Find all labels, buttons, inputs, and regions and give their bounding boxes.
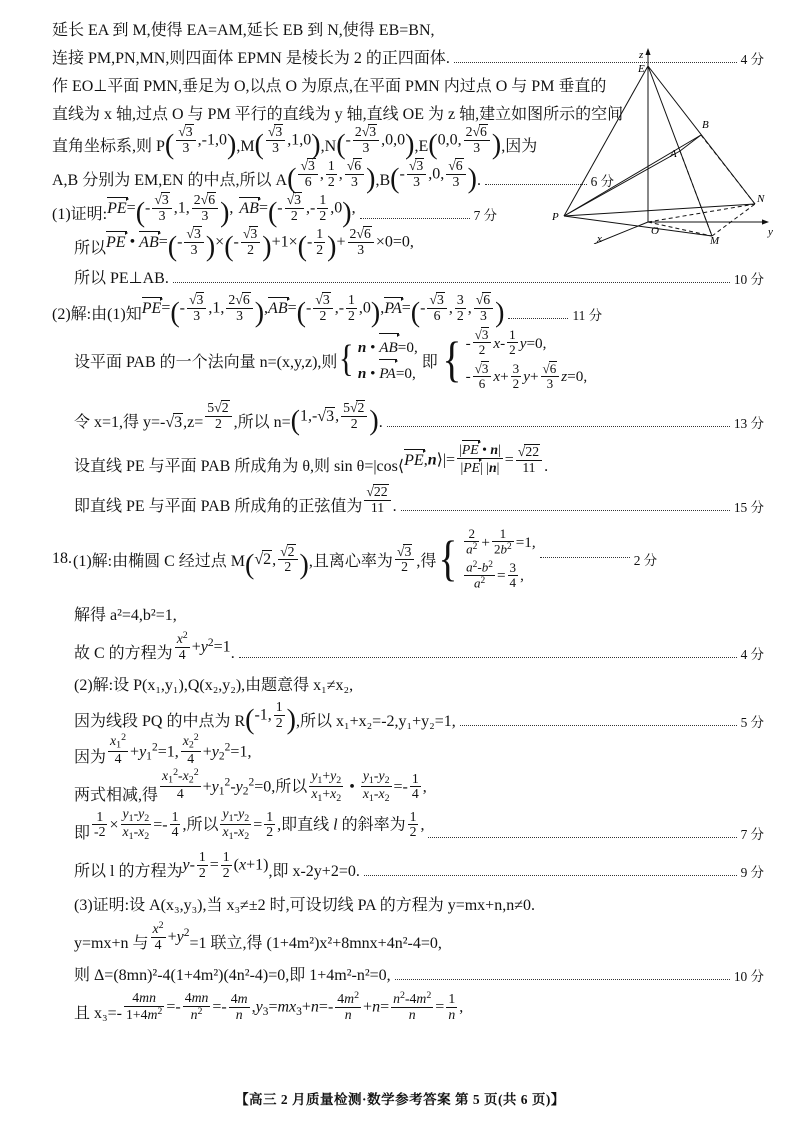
line-17-3 (52, 68, 764, 96)
line-18-11 (52, 915, 764, 953)
leader-dots (401, 509, 730, 511)
line-17-13 (52, 432, 764, 476)
line-17-12 (52, 396, 764, 437)
value-sqrt3: √3 (165, 414, 183, 431)
ellipse-equation: $\frac{x^2}{4}$ $+y^2=1$ (176, 630, 231, 663)
text-17-9: 所以 PE⊥AB. (74, 270, 169, 287)
text-17-5-end: ,因为 (501, 138, 538, 155)
line-17-1 (52, 14, 764, 40)
text-18-5-pre: 因为线段 PQ 的中点为 R (74, 712, 246, 730)
text-18-10: (3)证明:设 A(x₃,y₃),当 x₃≠±2 时,可设切线 PA 的方程为 y=mx+n,n≠0. (74, 896, 535, 914)
score-4a: 4 分 (740, 52, 764, 67)
text-17-1: 延长 EA 到 M,使得 EA=AM,延长 EB 到 N,使得 EB=BN, (52, 22, 435, 39)
value-z: $\frac{5√2}{2}$ (203, 400, 233, 432)
line-17-2 (52, 40, 764, 68)
coord-N: (- $\frac{2√3}{3}$ ,0,0) (336, 124, 415, 161)
line-18-3 (52, 625, 764, 663)
score-2: 2 分 (633, 552, 658, 568)
svg-text:z: z (639, 49, 644, 61)
line-17-10 (52, 288, 764, 329)
normal-vector-system: { n • AB=0, n • PA=0, (337, 334, 417, 385)
svg-text:A: A (670, 148, 677, 160)
text-18-4: (2)解:设 P(x₁,y₁),Q(x₂,y₂),由题意得 x₁≠x₂, (74, 676, 354, 694)
score-4b: 4 分 (740, 646, 764, 662)
text-18-8-pre: 即 (74, 824, 91, 842)
normal-vector-value: (1,-√3, $\frac{5√2}{2}$ ) (290, 400, 379, 437)
leader-dots (428, 836, 736, 838)
svg-text:B: B (702, 119, 709, 131)
svg-text:y: y (768, 226, 773, 238)
ellipse-system: { $\frac{2}{a^2}$ + $\frac{1}{2b^2}$ =1, $\frac{a^2-b^2}{a^2}$ = $\frac{3}{4}$ , (438, 525, 536, 591)
line-18-8 (52, 805, 764, 843)
leader-dots (395, 978, 730, 980)
leader-dots (239, 656, 737, 658)
coord-P: ( $\frac{√3}{3}$ ,-1,0) (164, 124, 237, 161)
eq-18-13: $\frac{4mn}{1+4m^2}$ =- $\frac{4mn}{n^2}$ =- $\frac{4m}{n}$ $,y_3=mx_3+n=-$ $\frac{4m^2}{n}$ +n= $\frac{n^2-4m^2}{n}$ = $\frac{1}{n}$ , (125, 990, 464, 1023)
page-footer: 【高三 2 月质量检测·数学参考答案 第 5 页(共 6 页)】 (235, 1092, 565, 1107)
text-17-12-end: . (378, 414, 383, 431)
eq-18-6: $\frac{x_1^2}{4}$ $+y_1^2=1$, $\frac{x_2^2}{4}$ $+y_2^2=1$, (110, 731, 252, 767)
value-sqrt22-11: $\frac{√22}{11}$ (362, 484, 392, 516)
text-17-5-mid2: ,N (320, 138, 337, 155)
text-18-11-pre: y=mx+n 与 (74, 934, 149, 952)
eccentricity-value: $\frac{√3}{2}$ (393, 544, 416, 576)
coord-B: (- $\frac{√3}{3}$ ,0, $\frac{√6}{3}$ ) (390, 158, 477, 195)
text-18-1-pre: (1)解:由椭圆 C 经过点 M (73, 552, 246, 570)
text-17-14-pre: 即直线 PE 与平面 PAB 所成角的正弦值为 (74, 498, 363, 515)
text-17-6-pre: A,B 分别为 EM,EN 的中点,所以 A (52, 172, 288, 189)
coord-M: ( $\frac{√3}{3}$ ,1,0) (254, 124, 321, 161)
vectors-line: PE=(- $\frac{√3}{3}$ ,1, $\frac{2√6}{3}$ ),AB=(- $\frac{√3}{2}$ ,- $\frac{1}{2}$ ,0),PA=(- $\frac{√3}{6}$ , $\frac{3}{2}$ , $\frac{√6}{3}$ ) (141, 292, 505, 329)
leader-dots (508, 317, 568, 319)
vector-PE: PE=(- $\frac{√3}{3}$ ,1, $\frac{2√6}{3}$ ), (107, 192, 234, 229)
text-18-1-mid: ,且离心率为 (308, 552, 393, 570)
text-17-7-pre: (1)证明: (52, 206, 108, 223)
text-17-8-pre: 所以 (74, 240, 107, 257)
text-18-2: 解得 a²=4,b²=1, (74, 606, 177, 624)
leader-dots (454, 61, 737, 63)
leader-dots (460, 724, 737, 726)
text-17-12-pre: 令 x=1,得 y=- (74, 414, 166, 431)
score-9: 9 分 (740, 864, 764, 880)
line-18-12 (52, 953, 764, 985)
score-7b: 7 分 (740, 826, 764, 842)
eq-18-9: y- $\frac{1}{2}$ = $\frac{1}{2}$ (x+1) (182, 849, 269, 881)
text-18-7-pre: 两式相减,得 (74, 786, 159, 804)
text-17-11-pre: 设平面 PAB 的一个法向量 n=(x,y,z),则 (74, 353, 338, 371)
score-6: 6 分 (590, 174, 614, 189)
svg-text:E: E (638, 63, 645, 75)
text-17-2: 连接 PM,PN,MN,则四面体 EPMN 是棱长为 2 的正四面体. (52, 50, 450, 67)
line-18-1 (52, 526, 764, 593)
line-18-7 (52, 767, 764, 805)
line-17-5 (52, 124, 764, 161)
text-18-13-pre: 且 x₃=- (74, 1004, 122, 1022)
line-17-14 (52, 476, 764, 516)
text-17-5-pre: 直角坐标系,则 P (52, 138, 165, 155)
text-17-5-mid: ,M (236, 138, 255, 155)
text-18-11-end: =1 联立,得 (1+4m²)x²+8mnx+4n²-4=0, (189, 934, 442, 952)
text-18-9-pre: 所以 l 的方程为 (74, 862, 183, 880)
question-18-number: 18. (52, 550, 72, 568)
eq-18-8: $\frac{1}{-2}$ × $\frac{y_1-y_2}{x_1-x_2}$ =- $\frac{1}{4}$ ,所以 $\frac{y_1-y_2}{x_1-x_2}$ = $\frac{1}{2}$ ,即直线 l 的斜率为 $\frac{1}{2}$ , (94, 805, 425, 843)
score-15: 15 分 (733, 500, 764, 515)
eq-18-11: $\frac{x^2}{4}$ $+y^2$ (152, 920, 190, 953)
text-17-12-mid2: ,所以 n= (233, 414, 291, 431)
coord-E: (0,0, $\frac{2√6}{3}$ ) (428, 124, 502, 161)
leader-dots (173, 281, 730, 283)
text-18-3-pre: 故 C 的方程为 (74, 644, 173, 662)
score-13: 13 分 (733, 416, 764, 431)
score-7a: 7 分 (473, 208, 498, 223)
leader-dots (387, 425, 730, 427)
text-17-3: 作 EO⊥平面 PMN,垂足为 O,以点 O 为原点,在平面 PMN 内过点 O 与 PM 垂直的 (52, 78, 607, 95)
score-11: 11 分 (572, 308, 603, 323)
text-17-5-mid3: ,E (414, 138, 429, 155)
point-M: (√2, $\frac{√2}{2}$ ) (245, 543, 309, 581)
svg-text:P: P (552, 211, 559, 223)
text-18-9-end: ,即 x-2y+2=0. (268, 862, 360, 880)
point-R: (-1, $\frac{1}{2}$ ) (245, 699, 296, 736)
svg-text:O: O (651, 225, 659, 237)
text-17-4: 直线为 x 轴,过点 O 与 PM 平行的直线为 y 轴,直线 OE 为 z 轴,建立如图所示的空间 (52, 106, 624, 123)
line-17-7 (52, 190, 764, 229)
text-18-1-end: ,得 (416, 552, 437, 570)
score-5: 5 分 (740, 714, 764, 730)
equation-system: { - $\frac{√3}{2}$ x- $\frac{1}{2}$ y=0, - $\frac{√3}{6}$ x+ $\frac{3}{2}$ y+ $\frac{√6}{3}$ z=0, (442, 327, 588, 391)
svg-text:M: M (710, 235, 720, 244)
leader-dots (485, 183, 587, 185)
leader-dots (360, 217, 470, 219)
text-17-6-end: . (477, 172, 481, 189)
line-17-4 (52, 96, 764, 124)
eq-18-7: $\frac{x_1^2-x_2^2}{4}$ $+y_1^2-y_2^2=0$,所以 $\frac{y_1+y_2}{x_1+x_2}$ • $\frac{y_1-y_2}{x_1-x_2}$ =- $\frac{1}{4}$ , (162, 767, 427, 805)
line-18-4 (52, 663, 764, 695)
text-17-6-mid: ,B (375, 172, 391, 189)
leader-dots (540, 556, 630, 558)
text-18-6-pre: 因为 (74, 748, 107, 766)
svg-text:N: N (757, 193, 765, 205)
line-18-13 (52, 985, 764, 1023)
line-18-10 (52, 881, 764, 915)
sin-theta-expr: PE,n⟩|= $\frac{|PE • n|}{|PE| |n|}$ = $\frac{√22}{11}$ (404, 441, 544, 476)
line-17-9 (52, 258, 764, 288)
dot-product-expr: PE • AB=(- $\frac{√3}{3}$ )×(- $\frac{√3}{2}$ )+1×(- $\frac{1}{2}$ )+ $\frac{2√6}{3}$ ×0=0, (106, 226, 414, 263)
text-17-13-pre: 设直线 PE 与平面 PAB 所成角为 θ,则 sin θ=|cos⟨ (74, 458, 405, 475)
text-17-12-mid: ,z= (183, 414, 204, 431)
score-10b: 10 分 (733, 968, 764, 984)
text-18-3-end: . (230, 644, 235, 662)
text-18-12: 则 Δ=(8mn)²-4(1+4m²)(4n²-4)=0,即 1+4m²-n²=0, (74, 966, 391, 984)
text-17-13-end: . (544, 458, 549, 475)
text-17-14-end: . (392, 498, 397, 515)
score-10a: 10 分 (733, 272, 764, 287)
line-17-8 (52, 224, 764, 263)
line-18-5 (52, 695, 764, 736)
leader-dots (364, 874, 737, 876)
line-18-6 (52, 731, 764, 767)
line-18-2 (52, 593, 764, 625)
line-17-11 (52, 324, 764, 396)
svg-text:x: x (597, 233, 602, 244)
line-18-9 (52, 843, 764, 881)
vector-AB: AB=(- $\frac{√3}{2}$ ,- $\frac{1}{2}$ ,0), (239, 192, 356, 229)
text-17-10-pre: (2)解:由(1)知 (52, 306, 142, 323)
text-18-5-end: ,所以 x₁+x₂=-2,y₁+y₂=1, (296, 712, 456, 730)
coord-A: ( $\frac{√3}{6}$ , $\frac{1}{2}$ , $\frac{√6}{3}$ ) (287, 158, 376, 195)
line-17-6 (52, 156, 764, 195)
text-17-11-post: 即 (421, 353, 438, 371)
